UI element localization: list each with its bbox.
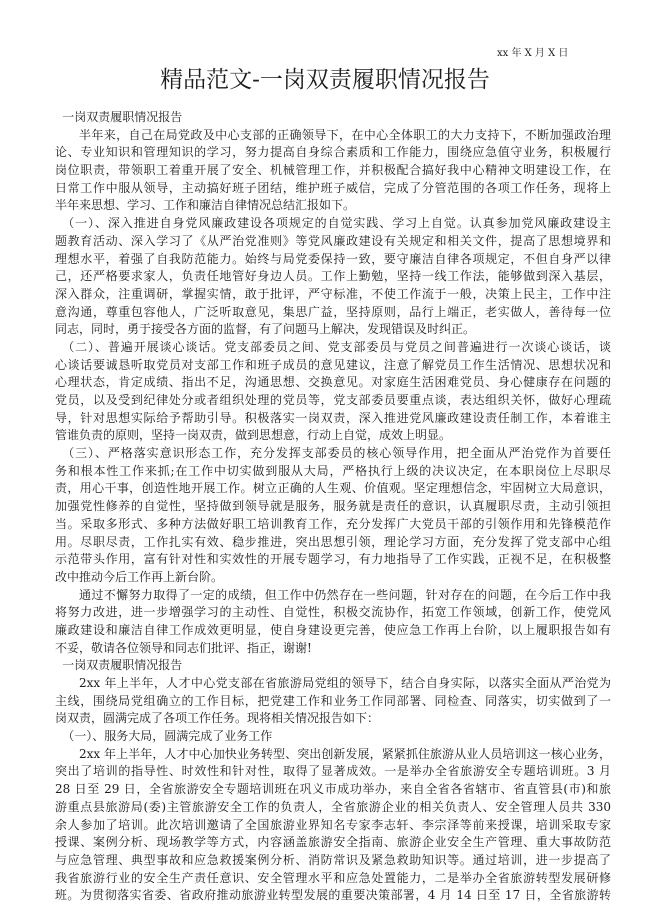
paragraph: [55, 587, 611, 658]
text-line: 游重点县旅游局(委)主管旅游安全工作的负责人，全省旅游企业的相关负责人、安全管理人员共 330: [55, 799, 611, 814]
numbered-section: [55, 445, 611, 587]
text-line: 28 日至 29 日，全省旅游安全专题培训班在巩义市成功举办，来自全省各省辖市、省直管县(市)和旅: [55, 782, 611, 797]
document-date: xx 年 X 月 X 日: [497, 48, 569, 59]
document-title: 精品范文-一岗双责履职情况报告: [160, 67, 490, 93]
text-line: 己，还严格要求家人，负责任地管好身边人员。工作上勤勉，坚持一线工作法，能够做到深入基层，: [55, 269, 611, 284]
text-line: 同志，同时，勇于接受各方面的监督，有了问题马上解决，发现错误及时纠正。: [55, 322, 476, 337]
text-line: 意沟通，尊重包容他人，广泛听取意见，集思广益，坚持原则，品行上端正，老实做人，善待每一位: [55, 304, 611, 319]
text-line: 半年来，自己在局党政及中心支部的正确领导下，在中心全体职工的大力支持下，不断加强政治理: [79, 127, 611, 142]
report-heading: [55, 657, 611, 675]
text-line: 党员，以及受到纪律处分或者组织处理的党员等，党支部委员要重点谈，表达组织关怀，做好心理疏: [55, 393, 611, 407]
text-line: 将努力改进，进一步增强学习的主动性、自觉性，积极交流协作，拓宽工作领域，创新工作，使党风: [55, 605, 611, 620]
section-subheading: [55, 728, 611, 746]
text-line: 加强党性修养的自觉性，坚持做到领导就是服务，服务就是责任的意识，认真履职尽责，主动引领担: [55, 499, 611, 514]
text-line: （一）、服务大局，圆满完成了业务工作: [62, 729, 273, 744]
paragraph: [55, 127, 611, 215]
paragraph: [55, 746, 611, 905]
text-line: 不妥，敬请各位领导和同志们批评、指正，谢谢!: [55, 640, 312, 655]
text-line: 半年来思想、学习、工作和廉洁自律情况总结汇报如下。: [55, 198, 356, 213]
text-line: 2xx 年上半年，人才中心加快业务转型、突出创新发展，紧紧抓住旅游从业人员培训这一核心业务，: [79, 746, 611, 761]
text-line: （二）、普遍开展谈心谈话。党支部委员之间、党支部委员与党员之间普遍进行一次谈心谈话，谈: [62, 339, 611, 354]
text-line: 主线，围绕局党组确立的工作目标，把党建工作和业务工作同部署、同检查、同落实，切实做到了一: [55, 693, 611, 708]
text-line: 通过不懈努力取得了一定的成绩，但工作中仍然存在一些问题，针对存在的问题，在今后工作中我: [79, 587, 611, 602]
text-line: 深入群众，注重调研，掌握实情，敢于批评，严守标准，不使工作流于一般，决策上民主，工作中注: [55, 286, 611, 301]
document-body: [55, 109, 611, 905]
text-line: 理想水平，着强了自我防范能力。始终与局党委保持一致，要守廉洁自律各项规定，不但自身严以律: [55, 251, 611, 266]
text-line: 日常工作中服从领导，主动搞好班子团结，维护班子威信，完成了分管范围的各项工作任务，现将上: [55, 180, 611, 195]
text-line: 余人参加了培训。此次培训邀请了全国旅游业界知名专家李志轩、李宗泽等前来授课，培训采取专家: [55, 817, 611, 832]
text-line: 改中推动今后工作再上新台阶。: [55, 569, 224, 584]
text-line: 岗位职责，带领职工着重开展了安全、机械管理工作，并积极配合搞好我中心精神文明建设工作，在: [55, 163, 611, 178]
text-line: 心谈话要诚恳听取党员对支部工作和班子成员的意见建议，注意了解党员工作生活情况、思想状况和: [55, 357, 611, 372]
text-line: 管谁负责的原则，坚持一岗双责，做到思想意，行动上自觉，成效上明显。: [55, 428, 452, 443]
report-heading: [55, 109, 611, 127]
text-line: （一）、深入推进自身党风廉政建设各项规定的自觉实践、学习上自觉。认真参加党风廉政建设主: [62, 216, 611, 231]
text-line: 心理状态，肯定成绩、指出不足，沟通思想、交换意见。对家庭生活困难党员、身心健康存在问题的: [55, 375, 611, 390]
numbered-section: [55, 215, 611, 339]
text-line: 用。尽职尽责，工作扎实有效、稳步推进，突出思想引领，理论学习方面，充分发挥了党支部中心组: [55, 534, 611, 549]
paragraph: [55, 675, 611, 728]
text-line: 责，用心干事，创造性地开展工作。树立正确的人生观、价值观。坚定理想信念，牢固树立大局意识，: [55, 481, 611, 496]
text-line: 论、专业知识和管理知识的学习，努力提高自身综合素质和工作能力，围绕应急值守业务，积极履行: [55, 145, 611, 160]
text-line: （三）、严格落实意识形态工作，充分发挥支部委员的核心领导作用，把全面从严治党作为首要任: [62, 446, 611, 461]
text-line: 示范带头作用，富有针对性和实效性的开展专题学习，有力地指导了工作实践，正视不足，在积极整: [55, 552, 611, 567]
text-line: 导，针对思想实际给予帮助引导。积极落实一岗双责，深入推进党风廉政建设责任制工作，本着谁主: [55, 410, 611, 425]
text-line: 一岗双责履职情况报告: [62, 110, 183, 124]
numbered-section: [55, 339, 611, 445]
text-line: 授课、案例分析、现场教学等方式，内容涵盖旅游安全指南、旅游企业安全生产管理、重大事故防范: [55, 835, 611, 850]
text-line: 务和根本性工作来抓;在工作中切实做到服从大局，严格执行上级的决议决定，在本职岗位上尽职尽: [55, 463, 611, 478]
text-line: 突出了培训的指导性、时效性和针对性，取得了显著成效。一是举办全省旅游安全专题培训班。3 月: [55, 764, 611, 779]
text-line: 2xx 年上半年，人才中心党支部在省旅游局党组的领导下，结合自身实际，以落实全面从严治党为: [79, 676, 611, 690]
text-line: 一岗双责履职情况报告: [62, 658, 183, 673]
text-line: 与应急管理、典型事故和应急救援案例分析、消防常识及紧急救助知识等。通过培训，进一步提高了: [55, 852, 611, 867]
text-line: 题教育活动、深入学习了《从严治党准则》等党风廉政建设有关规定和相关文件，提高了思想境界和: [55, 233, 611, 248]
text-line: 当。采取多形式、多种方法做好职工培训教育工作，充分发挥广大党员干部的引领作用和先锋模范作: [55, 516, 611, 531]
text-line: 班。为贯彻落实省委、省政府推动旅游业转型发展的重要决策部署，4 月 14 日至 17 日，全省旅游转: [55, 888, 611, 903]
text-line: 岗双责，圆满完成了各项工作任务。现将相关情况报告如下：: [55, 711, 380, 726]
text-line: 廉政建设和廉洁自律工作成效更明显，使自身建设更完善，使应急工作再上台阶，以上履职报告如有: [55, 622, 611, 637]
text-line: 我省旅游行业的安全生产责任意识、安全管理水平和应急处置能力，二是举办全省旅游转型发展研修: [55, 870, 611, 885]
